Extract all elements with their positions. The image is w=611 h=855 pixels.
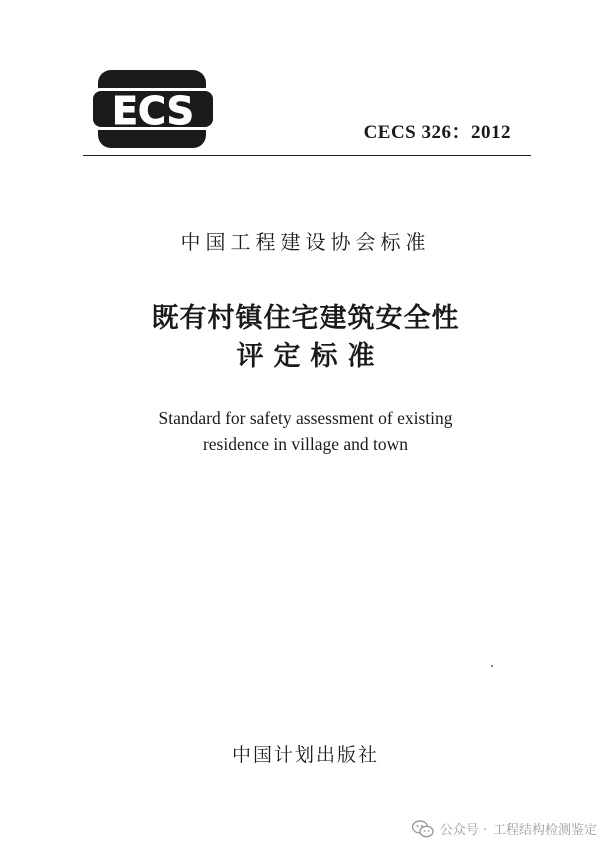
standard-code: CECS 326：2012 <box>363 122 511 143</box>
speck <box>491 665 493 667</box>
wechat-icon <box>412 820 434 838</box>
watermark-account: 工程结构检测鉴定 <box>492 823 597 838</box>
title-english-line-2: residence in village and town <box>202 434 409 454</box>
watermark <box>412 819 597 838</box>
header-divider <box>83 155 531 156</box>
publisher-name: 中国计划出版社 <box>231 744 379 766</box>
association-name: 中国工程建设协会标准 <box>180 230 431 254</box>
logo-text: ECS <box>112 89 194 133</box>
title-chinese-line-2: 评定标准 <box>236 341 385 372</box>
watermark-prefix: 公众号 · <box>439 823 487 838</box>
title-chinese-line-1: 既有村镇住宅建筑安全性 <box>151 303 460 334</box>
title-english <box>0 405 611 457</box>
title-english-line-1: Standard for safety assessment of existing <box>158 408 453 428</box>
ecs-logo <box>90 70 216 148</box>
title-chinese <box>0 300 611 376</box>
